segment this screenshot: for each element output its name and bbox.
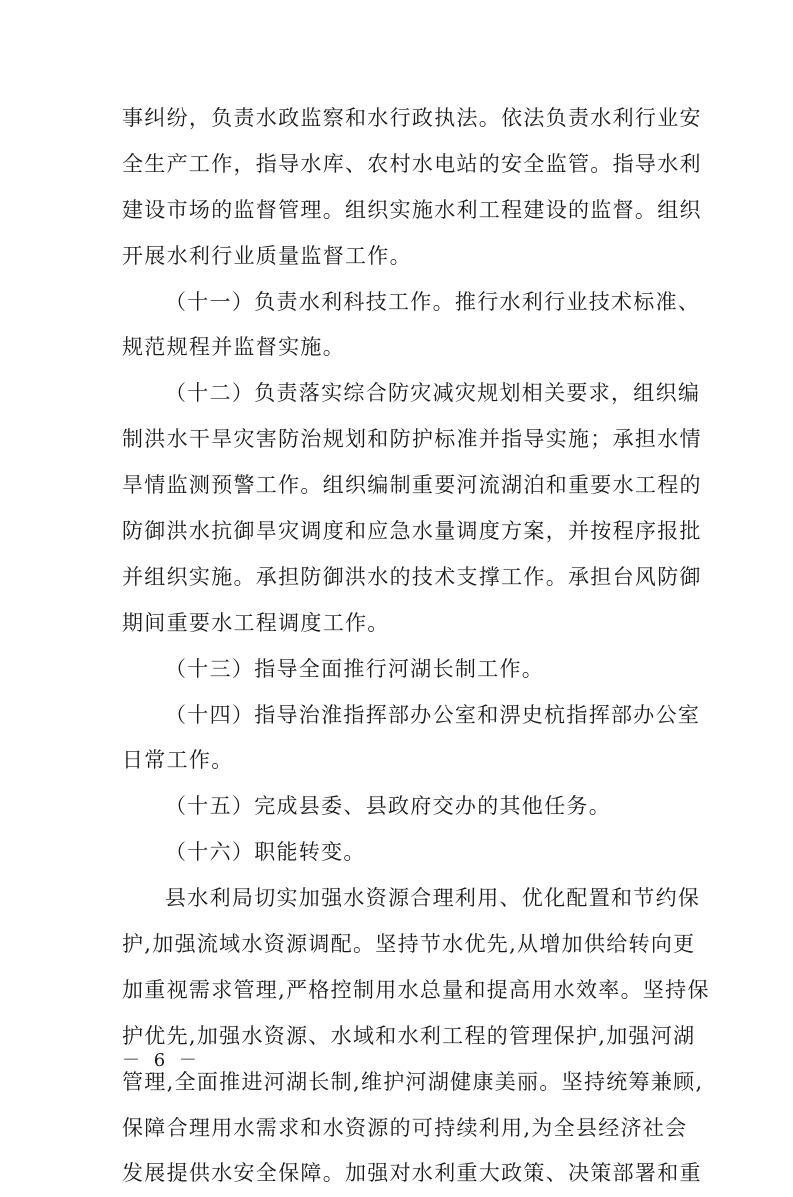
text-line-17: （十六）职能转变。 [165,840,366,865]
text-line-20: 加重视需求管理,严格控制用水总量和提高用水效率。坚持保 [122,977,710,1002]
text-line-2: 全生产工作，指导水库、农村水电站的安全监管。指导水利 [122,151,702,176]
text-line-15: 日常工作。 [122,748,234,773]
text-line-7: （十二）负责落实综合防灾减灾规划相关要求，组织编 [165,381,701,406]
text-line-18: 县水利局切实加强水资源合理利用、优化配置和节约保 [165,886,701,911]
text-line-4: 开展水利行业质量监督工作。 [122,243,412,268]
text-line-12: 期间重要水工程调度工作。 [122,610,390,635]
text-line-9: 旱情监测预警工作。组织编制重要河流湖泊和重要水工程的 [122,473,702,498]
text-line-21: 护优先,加强水资源、水域和水利工程的管理保护,加强河湖 [122,1023,696,1048]
text-line-14: （十四）指导治淮指挥部办公室和淠史杭指挥部办公室 [165,702,701,727]
text-line-6: 规范规程并监督实施。 [122,335,345,360]
text-line-13: （十三）指导全面推行河湖长制工作。 [165,656,545,681]
text-line-5: （十一）负责水利科技工作。推行水利行业技术标准、 [165,289,701,314]
text-line-10: 防御洪水抗御旱灾调度和应急水量调度方案，并按程序报批 [122,519,702,544]
text-line-3: 建设市场的监督管理。组织实施水利工程建设的监督。组织 [122,197,702,222]
text-line-16: （十五）完成县委、县政府交办的其他任务。 [165,794,611,819]
text-line-24: 发展提供水安全保障。加强对水利重大政策、决策部署和重 [122,1161,702,1186]
text-line-8: 制洪水干旱灾害防治规划和防护标准并指导实施；承担水情 [122,427,702,452]
text-line-22: 管理,全面推进河湖长制,维护河湖健康美丽。坚持统筹兼顾, [122,1069,704,1094]
text-line-1: 事纠纷，负责水政监察和水行政执法。依法负责水利行业安 [122,106,702,130]
body-text [122,96,710,1197]
page-number: － 6 － [122,1050,201,1071]
text-line-11: 并组织实施。承担防御洪水的技术支撑工作。承担台风防御 [122,564,702,589]
text-line-19: 护,加强流域水资源调配。坚持节水优先,从增加供给转向更 [122,932,696,957]
text-line-23: 保障合理用水需求和水资源的可持续利用,为全县经济社会 [122,1115,688,1140]
